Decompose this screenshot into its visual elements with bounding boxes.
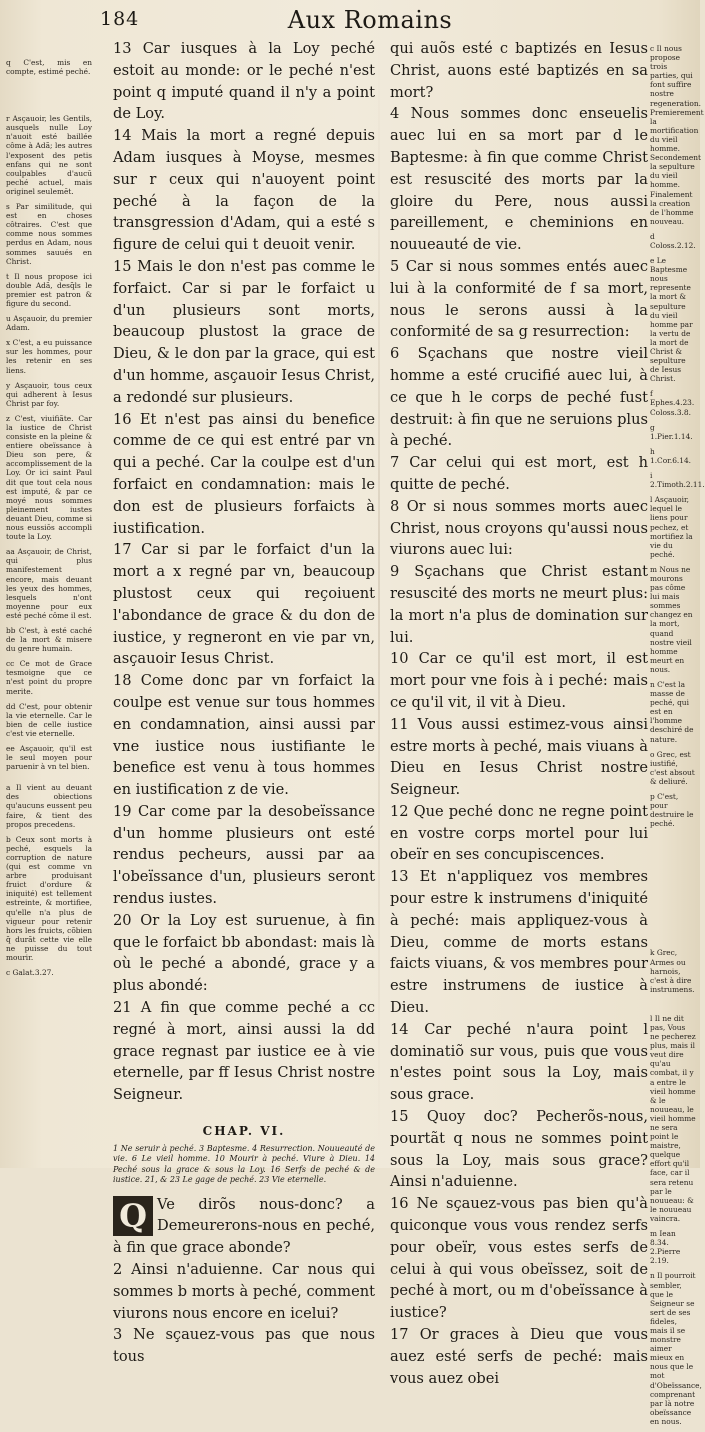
margin-note: n C'est la masse de peché, qui est en l'homme deschiré de nature. — [650, 680, 694, 744]
margin-note: o Grec, est iustifié, c'est absout & deliuré. — [650, 749, 695, 786]
margin-note: a Il vient au deuant des obiections qu'aucuns eussent peu faire, & tient des propos precedens. — [6, 783, 92, 829]
verse: 14 Mais la mort a regné depuis Adam iusques à Moyse, mesmes sur r ceux qui n'auoyent point peché à la façon de la transgression d'Adam, qui a esté s figure de celui qui t deuoit venir. — [113, 127, 375, 254]
margin-note: l Asçauoir, lequel le liens pour pechez, et mortifiez la vie du peché. — [650, 495, 693, 559]
right-text-column — [390, 38, 705, 1389]
verse: 16 Ne sçauez-vous pas bien qu'à quiconque vous vous rendez serfs pour obeïr, vous estes serfs de celui à qui vous obeïssez, soit de peché à mort, ou m d'obeïssance à iustice? — [390, 1195, 648, 1322]
verse: 11 Vous aussi estimez-vous ainsi estre morts à peché, mais viuans à Dieu en Iesus Christ nostre Seigneur. — [390, 715, 648, 799]
margin-note: p C'est, pour destruire le peché. — [650, 792, 694, 829]
verse: 6 Sçachans que nostre vieil homme a esté crucifié auec lui, à ce que h le corps de peché fust destruit: à fin que ne seruions plus à peché. — [390, 345, 648, 450]
margin-note: y Asçauoir, tous ceux qui adherent à Iesus Christ par foy. — [6, 380, 92, 408]
verse: 15 Quoy doc? Pecherõs-nous, pourtãt q nous ne sommes point sous la Loy, mais sous grace? Ainsi n'aduienne. — [390, 1108, 648, 1191]
margin-note: ee Asçauoir, qu'il est le seul moyen pour paruenir à vn tel bien. — [6, 744, 92, 772]
column-gutter — [378, 40, 380, 1150]
verse: qui auõs esté c baptizés en Iesus Christ, auons esté baptizés en sa mort? — [390, 40, 648, 101]
verse: 8 Or si nous sommes morts auec Christ, nous croyons qu'aussi nous viurons auec lui: — [390, 497, 648, 559]
verse: 13 Et n'appliquez vos membres pour estre k instrumens d'iniquité à peché: mais appliquez-vous à Dieu, comme de morts estans faicts viuans, & vos membres pour estre instrumens de iustice à Dieu. — [390, 868, 648, 1017]
margin-note: c Galat.3.27. — [6, 968, 54, 978]
margin-note: dd C'est, pour obtenir la vie eternelle. Car le bien de celle iustice c'est vie eternelle. — [6, 701, 92, 738]
margin-note: d Coloss.2.12. — [650, 231, 696, 250]
right-margin-notes — [650, 44, 705, 1432]
verse: 10 Car ce qu'il est mort, il est mort pour vne fois à i peché: mais ce qu'il vit, il vit à Dieu. — [390, 650, 648, 711]
verse — [113, 1194, 375, 1259]
verse: 4 Nous sommes donc enseuelis auec lui en sa mort par d le Baptesme: à fin que comme Christ est resuscité des morts par la gloire du Pere, nous aussi pareillement, e cheminions en nouueauté de vie. — [390, 105, 648, 254]
page-header — [0, 6, 700, 36]
verse: 9 Sçachans que Christ estant resuscité des morts ne meurt plus: la mort n'a plus de domination sur lui. — [390, 563, 648, 646]
verse-text: Ve dirõs nous-donc? a Demeurerons-nous en peché, à fin que grace abonde? — [113, 1195, 375, 1257]
margin-note: l Il ne dit pas, Vous ne pecherez plus, mais il veut dire qu'au combat, il y a entre le vieil homme & le nouueau, le vieil homme ne sera point le maistre, quelque effort qu'il face, car il sera retenu par le nouueau: & le nouueau vaincra. — [650, 1013, 696, 1223]
verse: 17 Car si par le forfaict d'un la mort a x regné par vn, beaucoup plustost ceux qui reçoiuent l'abondance de grace & du don de iustice, y regneront en vie par vn, asçauoir Iesus Christ. — [113, 541, 375, 668]
margin-note: c Il nous propose trois parties, qui font suffire nostre regeneration. Premierement la mortification du vieil homme. Secondement la sepulture du vieil homme. Finalement la creation de l'homme nouveau. — [650, 44, 704, 226]
margin-note: b Ceux sont morts à peché, esquels la corruption de nature (qui est comme vn arbre produisant fruict d'ordure & iniquité) est tellement estreinte, & mortifiee, qu'elle n'a plus de vigueur pour retenir hors les fruicts, cõbien q̃ durãt cette vie elle ne puisse du tout mourir. — [6, 834, 92, 962]
verse: 15 Mais le don n'est pas comme le forfaict. Car si par le forfaict u d'un plusieurs sont morts, beaucoup plustost la grace de Dieu, & le don par la grace, qui est d'un homme, asçauoir Iesus Christ, a redondé sur plusieurs. — [113, 257, 375, 406]
verse: 16 Et n'est pas ainsi du benefice comme de ce qui est entré par vn qui a peché. Car la coulpe est d'un forfaict en condamnation: mais le don est de plusieurs forfaicts à iustification. — [113, 410, 375, 537]
running-title: Aux Romains — [287, 6, 453, 34]
left-text-column — [113, 38, 375, 1368]
verse: 17 Or graces à Dieu que vous auez esté serfs de peché: mais vous auez obei — [390, 1326, 648, 1387]
page-number: 184 — [100, 8, 140, 30]
margin-note: n Il pourroit sembler, que le Seigneur se sert de ses fideles, mais il se monstre aimer mieux en nous que le mot d'Obeïssance, comprenant par là notre obeïssance en nous. — [650, 1271, 702, 1426]
chapter-summary: 1 Ne seruir à peché. 3 Baptesme. 4 Resurrection. Nouueauté de vie. 6 Le vieil homme. 10 Mourir à peché. Viure à Dieu. 14 Peché sous la grace & sous la Loy. 16 Serfs de peché & de iustice. 21, & 23 Le gage de peché. 23 Vie eternelle. — [113, 1144, 375, 1185]
margin-note: m Iean 8.34. 2.Pierre 2.19. — [650, 1229, 681, 1266]
margin-note: z C'est, viuifiãte. Car la iustice de Christ consiste en la pleine & entiere obeïssance à Dieu son pere, & accomplissement de la Loy. Or ici saint Paul dit que tout cela nous est imputé, & par ce moyé nous sommes pleinement iustes deuant Dieu, comme si nous eussiōs accompli toute la Loy. — [6, 413, 92, 542]
verse: 13 Car iusques à la Loy peché estoit au monde: or le peché n'est point q imputé quand il n'y a point de Loy. — [113, 40, 375, 123]
left-margin-notes — [6, 58, 92, 983]
verse: 19 Car come par la desobeïssance d'un homme plusieurs ont esté rendus pecheurs, aussi par aa l'obeïssance d'un, plusieurs seront rendus iustes. — [113, 802, 375, 908]
chapter-heading: CHAP. VI. — [202, 1124, 286, 1139]
verse: 2 Ainsi n'aduienne. Car nous qui sommes b morts à peché, comment viurons nous encore en icelui? — [113, 1261, 375, 1322]
margin-note: m Nous ne mourons pas côme lui mais sommes changez en la mort, quand nostre vieil homme meurt en nous. — [650, 564, 693, 674]
margin-note: aa Asçauoir, de Christ, qui plus manifestement encore, mais deuant les yeux des hommes, lesquels n'ont moyenne pour eux esté peché côme il est. — [6, 547, 92, 620]
margin-note: t Il nous propose ici double Adã, desq̃ls le premier est patron & figure du second. — [6, 271, 92, 308]
margin-note: i 2.Timoth.2.11. — [650, 471, 705, 490]
margin-note: r Asçauoir, les Gentils, ausquels nulle Loy n'auoit esté baillée côme à Adã; les autres l'exposent des petis enfans qui ne sont coulpables d'aucū peché actuel, mais originel seulemēt. — [6, 114, 92, 196]
margin-note: g 1.Pier.1.14. — [650, 422, 693, 441]
margin-note: h 1.Cor.6.14. — [650, 446, 692, 465]
drop-cap-initial: Q — [113, 1196, 153, 1236]
margin-note: f Ephes.4.23. Coloss.3.8. — [650, 389, 695, 417]
verse: 5 Car si nous sommes entés auec lui à la conformité de f sa mort, nous le serons aussi à la conformité de sa g resurrection: — [390, 257, 648, 341]
margin-note: bb C'est, à esté caché de la mort & misere du genre humain. — [6, 625, 92, 654]
verse: 12 Que peché donc ne regne point en vostre corps mortel pour lui obeïr en ses concupiscences. — [390, 802, 648, 864]
verse: 20 Or la Loy est suruenue, à fin que le forfaict bb abondast: mais là où le peché a abondé, grace y a plus abondé: — [113, 911, 375, 995]
verse: 21 A fin que comme peché a cc regné à mort, ainsi aussi la dd grace regnast par iustice ee à vie eternelle, par ff Iesus Christ nostre Seigneur. — [113, 999, 375, 1104]
verse: 14 Car peché n'aura point l dominatiõ sur vous, puis que vous n'estes point sous la Loy, mais sous grace. — [390, 1020, 648, 1104]
verse: 3 Ne sçauez-vous pas que nous tous — [113, 1326, 375, 1366]
margin-note: q C'est, mis en compte, estimé peché. — [6, 58, 92, 77]
margin-note: s Par similitude, qui est en choses côtraires. C'est que comme nous sommes perdus en Adam, nous sommes sauués en Christ. — [6, 202, 92, 266]
margin-note: cc Ce mot de Grace tesmoigne que ce n'est point du propre merite. — [6, 659, 92, 696]
margin-note: u Asçauoir, du premier Adam. — [6, 314, 92, 333]
margin-note: k Grec, Armes ou harnois, c'est à dire instrumens. — [650, 948, 695, 994]
margin-note: e Le Baptesme nous represente la mort & sepulture du vieil homme par la vertu de la mort de Christ & sepulture de Iesus Christ. — [650, 256, 693, 384]
verse: 18 Come donc par vn forfaict la coulpe est venue sur tous hommes en condamnation, ainsi aussi par vne iustice nous iustifiante le benefice est venu à tous hommes en iustification z de vie. — [113, 672, 375, 799]
margin-note: x C'est, a eu puissance sur les hommes, pour les retenir en ses liens. — [6, 338, 92, 375]
verse: 7 Car celui qui est mort, est h quitte de peché. — [390, 454, 648, 493]
